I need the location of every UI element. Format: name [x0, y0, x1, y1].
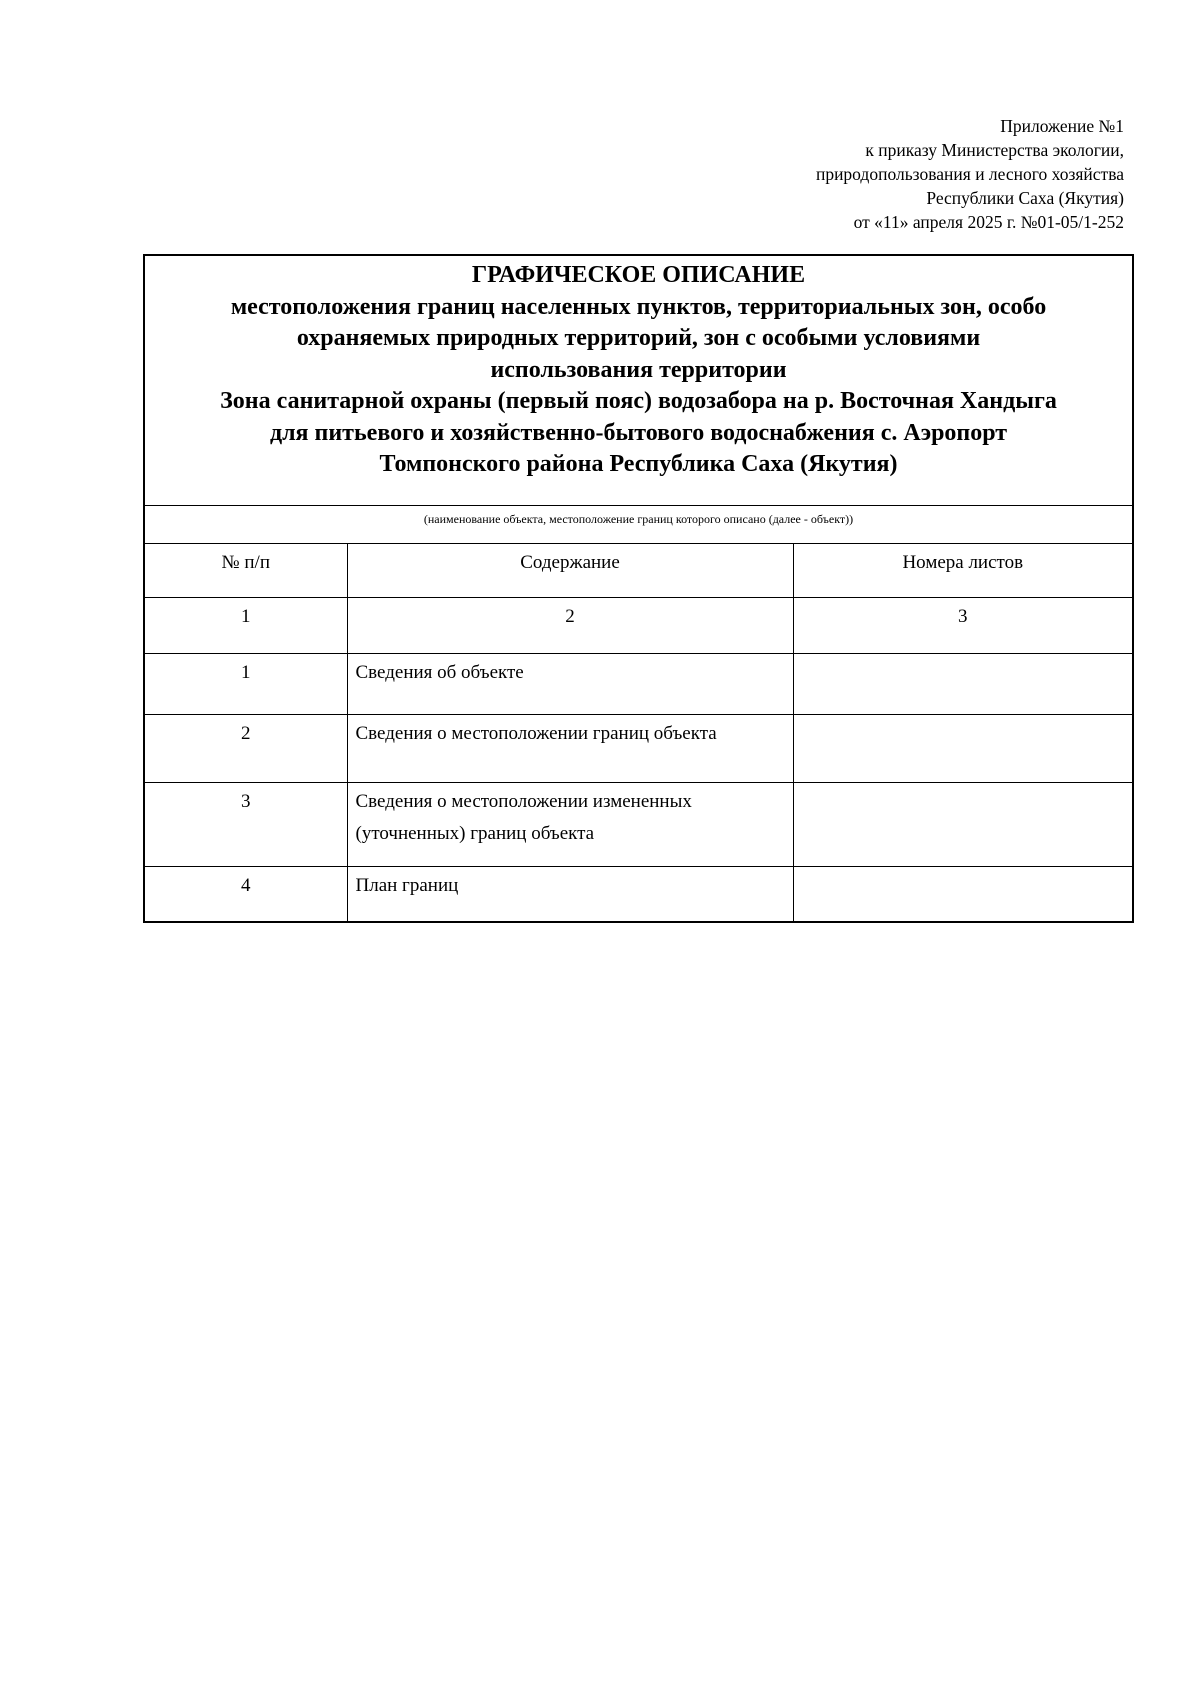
title-line: для питьевого и хозяйственно-бытового водоснабжения с. Аэропорт [269, 419, 1008, 446]
document-title: ГРАФИЧЕСКОЕ ОПИСАНИЕ [471, 262, 806, 288]
title-line: Зона санитарной охраны (первый пояс) водозабора на р. Восточная Хандыга [220, 388, 1057, 414]
header-number: № п/п [144, 543, 347, 597]
row-number: 2 [144, 714, 347, 782]
row-content: Сведения об объекте [347, 653, 793, 714]
appendix-line: природопользования и лесного хозяйства [815, 164, 1124, 184]
column-number: 2 [347, 597, 793, 653]
row-number: 1 [144, 653, 347, 714]
header-sheets: Номера листов [793, 543, 1133, 597]
row-sheets [793, 866, 1133, 922]
appendix-line: к приказу Министерства экологии, [865, 140, 1124, 160]
appendix-line: Республики Саха (Якутия) [926, 188, 1124, 208]
row-sheets [793, 653, 1133, 714]
row-content: План границ [347, 866, 793, 922]
row-sheets [793, 782, 1133, 866]
appendix-line: от «11» апреля 2025 г. №01-05/1-252 [853, 212, 1124, 232]
row-number: 4 [144, 866, 347, 922]
header-content: Содержание [347, 543, 793, 597]
graphic-description-table [143, 254, 1134, 923]
table-row [144, 782, 1133, 866]
title-block [144, 255, 1133, 505]
title-line: местоположения границ населенных пунктов, территориальных зон, особо [230, 293, 1047, 320]
column-number-row [144, 597, 1133, 653]
appendix-header [816, 114, 1124, 234]
row-sheets [793, 714, 1133, 782]
row-number: 3 [144, 782, 347, 866]
title-line: Томпонского района Республика Саха (Якутия) [379, 451, 898, 477]
object-caption: (наименование объекта, местоположение границ которого описано (далее - объект)) [144, 505, 1133, 543]
appendix-line: Приложение №1 [1000, 116, 1124, 136]
title-line: использования территории [490, 356, 787, 383]
title-line: охраняемых природных территорий, зон с особыми условиями [296, 325, 981, 351]
column-number: 1 [144, 597, 347, 653]
row-content: Сведения о местоположении измененных (уточненных) границ объекта [347, 782, 793, 866]
table-row [144, 714, 1133, 782]
column-number: 3 [793, 597, 1133, 653]
row-content: Сведения о местоположении границ объекта [347, 714, 793, 782]
table-header-row [144, 543, 1133, 597]
table-row [144, 866, 1133, 922]
table-row [144, 653, 1133, 714]
